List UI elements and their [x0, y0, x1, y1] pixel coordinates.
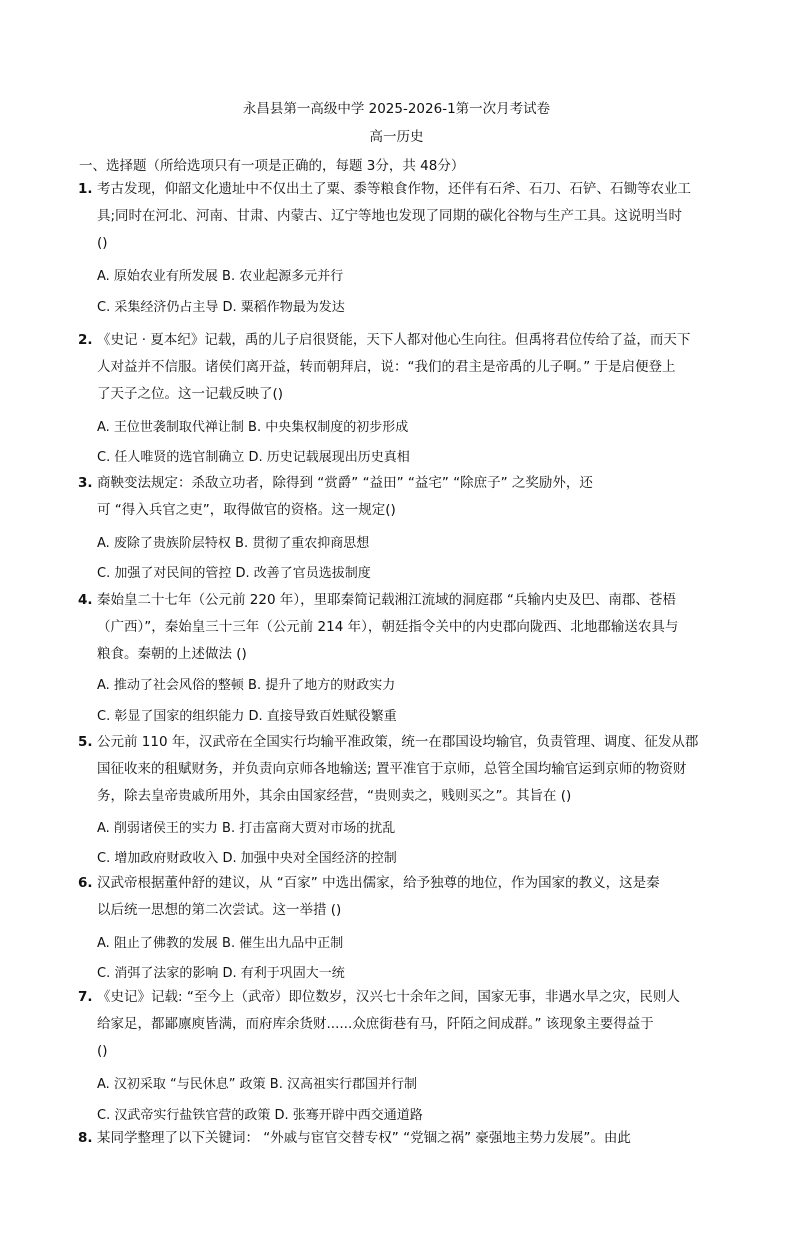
- question-text: 务，除去皇帝贵戚所用外，其余由国家经营，“贵则卖之，贱则买之”。其旨在 (): [97, 788, 572, 804]
- question-text: 考古发现，仰韶文化遗址中不仅出土了粟、黍等粮食作物，还伴有石斧、石刀、石铲、石锄等农业工: [97, 181, 691, 197]
- question-1: [78, 176, 712, 257]
- question-number: 3.: [78, 475, 93, 491]
- question-text: 《史记》记载: “至今上（武帝）即位数岁，汉兴七十余年之间，国家无事，非遇水旱之灾，民则人: [97, 989, 680, 1005]
- question-4: [78, 587, 712, 668]
- question-text: 可 “得入兵官之吏”，取得做官的资格。这一规定(): [97, 502, 396, 518]
- question-text: （广西）”，秦始皇三十三年（公元前 214 年），朝廷指令关中的内史郡向陇西、北地郡输送农具与: [97, 619, 679, 635]
- option-line: C. 加强了对民间的管控 D. 改善了官员选拔制度: [97, 566, 371, 581]
- option-line: A. 汉初采取 “与民休息” 政策 B. 汉高祖实行郡国并行制: [97, 1077, 417, 1092]
- question-text: 公元前 110 年，汉武帝在全国实行均输平准政策，统一在郡国设均输官，负责管理、调度、征发从郡: [97, 734, 699, 750]
- question-text: (): [97, 235, 108, 251]
- question-6: [78, 870, 712, 924]
- exam-title: 永昌县第一高级中学 2025-2026-1第一次月考试卷: [242, 101, 551, 117]
- question-text: 给家足，都鄙廪庾皆满，而府库余货财......众庶街巷有马，阡陌之间成群。” 该现象主要得益于: [97, 1016, 654, 1032]
- question-text: 商鞅变法规定：杀敌立功者，除得到 “赏爵” “益田” “益宅” “除庶子” 之奖励外，还: [97, 475, 593, 491]
- question-2: [78, 327, 712, 408]
- option-line: A. 王位世袭制取代禅让制 B. 中央集权制度的初步形成: [97, 420, 409, 435]
- option-line: A. 原始农业有所发展 B. 农业起源多元并行: [97, 269, 344, 284]
- option-line: A. 推动了社会风俗的整顿 B. 提升了地方的财政实力: [97, 678, 396, 693]
- question-text: 秦始皇二十七年（公元前 220 年），里耶秦简记载湘江流域的洞庭郡 “兵输内史及巴、南郡、苍梧: [97, 592, 676, 608]
- question-text: 国征收来的租赋财务，并负责向京师各地输送; 置平准官于京师，总管全国均输官运到京师的物资财: [97, 761, 687, 777]
- question-number: 1.: [78, 181, 93, 197]
- question-text: 具;同时在河北、河南、甘肃、内蒙古、辽宁等地也发现了同期的碳化谷物与生产工具。这说明当时: [97, 208, 683, 224]
- question-text: 以后统一思想的第二次尝试。这一举措 (): [97, 902, 342, 918]
- question-number: 7.: [78, 989, 93, 1005]
- exam-subtitle: 高一历史: [369, 129, 424, 145]
- question-text: 《史记 · 夏本纪》记载，禹的儿子启很贤能，天下人都对他心生向往。但禹将君位传给了益，而天下: [97, 332, 691, 348]
- question-text: 粮食。秦朝的上述做法 (): [97, 646, 247, 662]
- option-line: C. 任人唯贤的选官制确立 D. 历史记载展现出历史真相: [97, 450, 410, 465]
- option-line: A. 阻止了佛教的发展 B. 催生出九品中正制: [97, 936, 344, 951]
- section-heading: 一、选择题（所给选项只有一项是正确的，每题 3分，共 48分）: [79, 158, 465, 174]
- option-line: C. 汉武帝实行盐铁官营的政策 D. 张骞开辟中西交通道路: [97, 1108, 423, 1123]
- question-number: 5.: [78, 734, 93, 750]
- question-number: 4.: [78, 592, 93, 608]
- question-number: 2.: [78, 332, 93, 348]
- question-3: [78, 470, 712, 524]
- question-text: (): [97, 1043, 108, 1059]
- option-line: A. 削弱诸侯王的实力 B. 打击富商大贾对市场的扰乱: [97, 821, 396, 836]
- question-number: 8.: [78, 1130, 93, 1146]
- option-line: C. 增加政府财政收入 D. 加强中央对全国经济的控制: [97, 851, 397, 866]
- question-number: 6.: [78, 875, 93, 891]
- question-7: [78, 984, 712, 1065]
- question-5: [78, 729, 712, 810]
- question-8: [78, 1125, 712, 1152]
- option-line: C. 采集经济仍占主导 D. 粟稻作物最为发达: [97, 300, 345, 315]
- question-text: 汉武帝根据董仲舒的建议，从 “百家” 中选出儒家，给予独尊的地位，作为国家的教义，这是秦: [97, 875, 660, 891]
- question-text: 了天子之位。这一记载反映了(): [97, 386, 284, 402]
- question-text: 人对益并不信服。诸侯们离开益，转而朝拜启，说：“我们的君主是帝禹的儿子啊。” 于是启便登上: [97, 359, 676, 375]
- question-text: 某同学整理了以下关键词： “外戚与宦官交替专权” “党锢之祸” 豪强地主势力发展”。由此: [97, 1130, 631, 1146]
- option-line: A. 废除了贵族阶层特权 B. 贯彻了重农抑商思想: [97, 536, 370, 551]
- option-line: C. 消弭了法家的影响 D. 有利于巩固大一统: [97, 966, 345, 981]
- option-line: C. 彰显了国家的组织能力 D. 直接导致百姓赋役繁重: [97, 709, 397, 724]
